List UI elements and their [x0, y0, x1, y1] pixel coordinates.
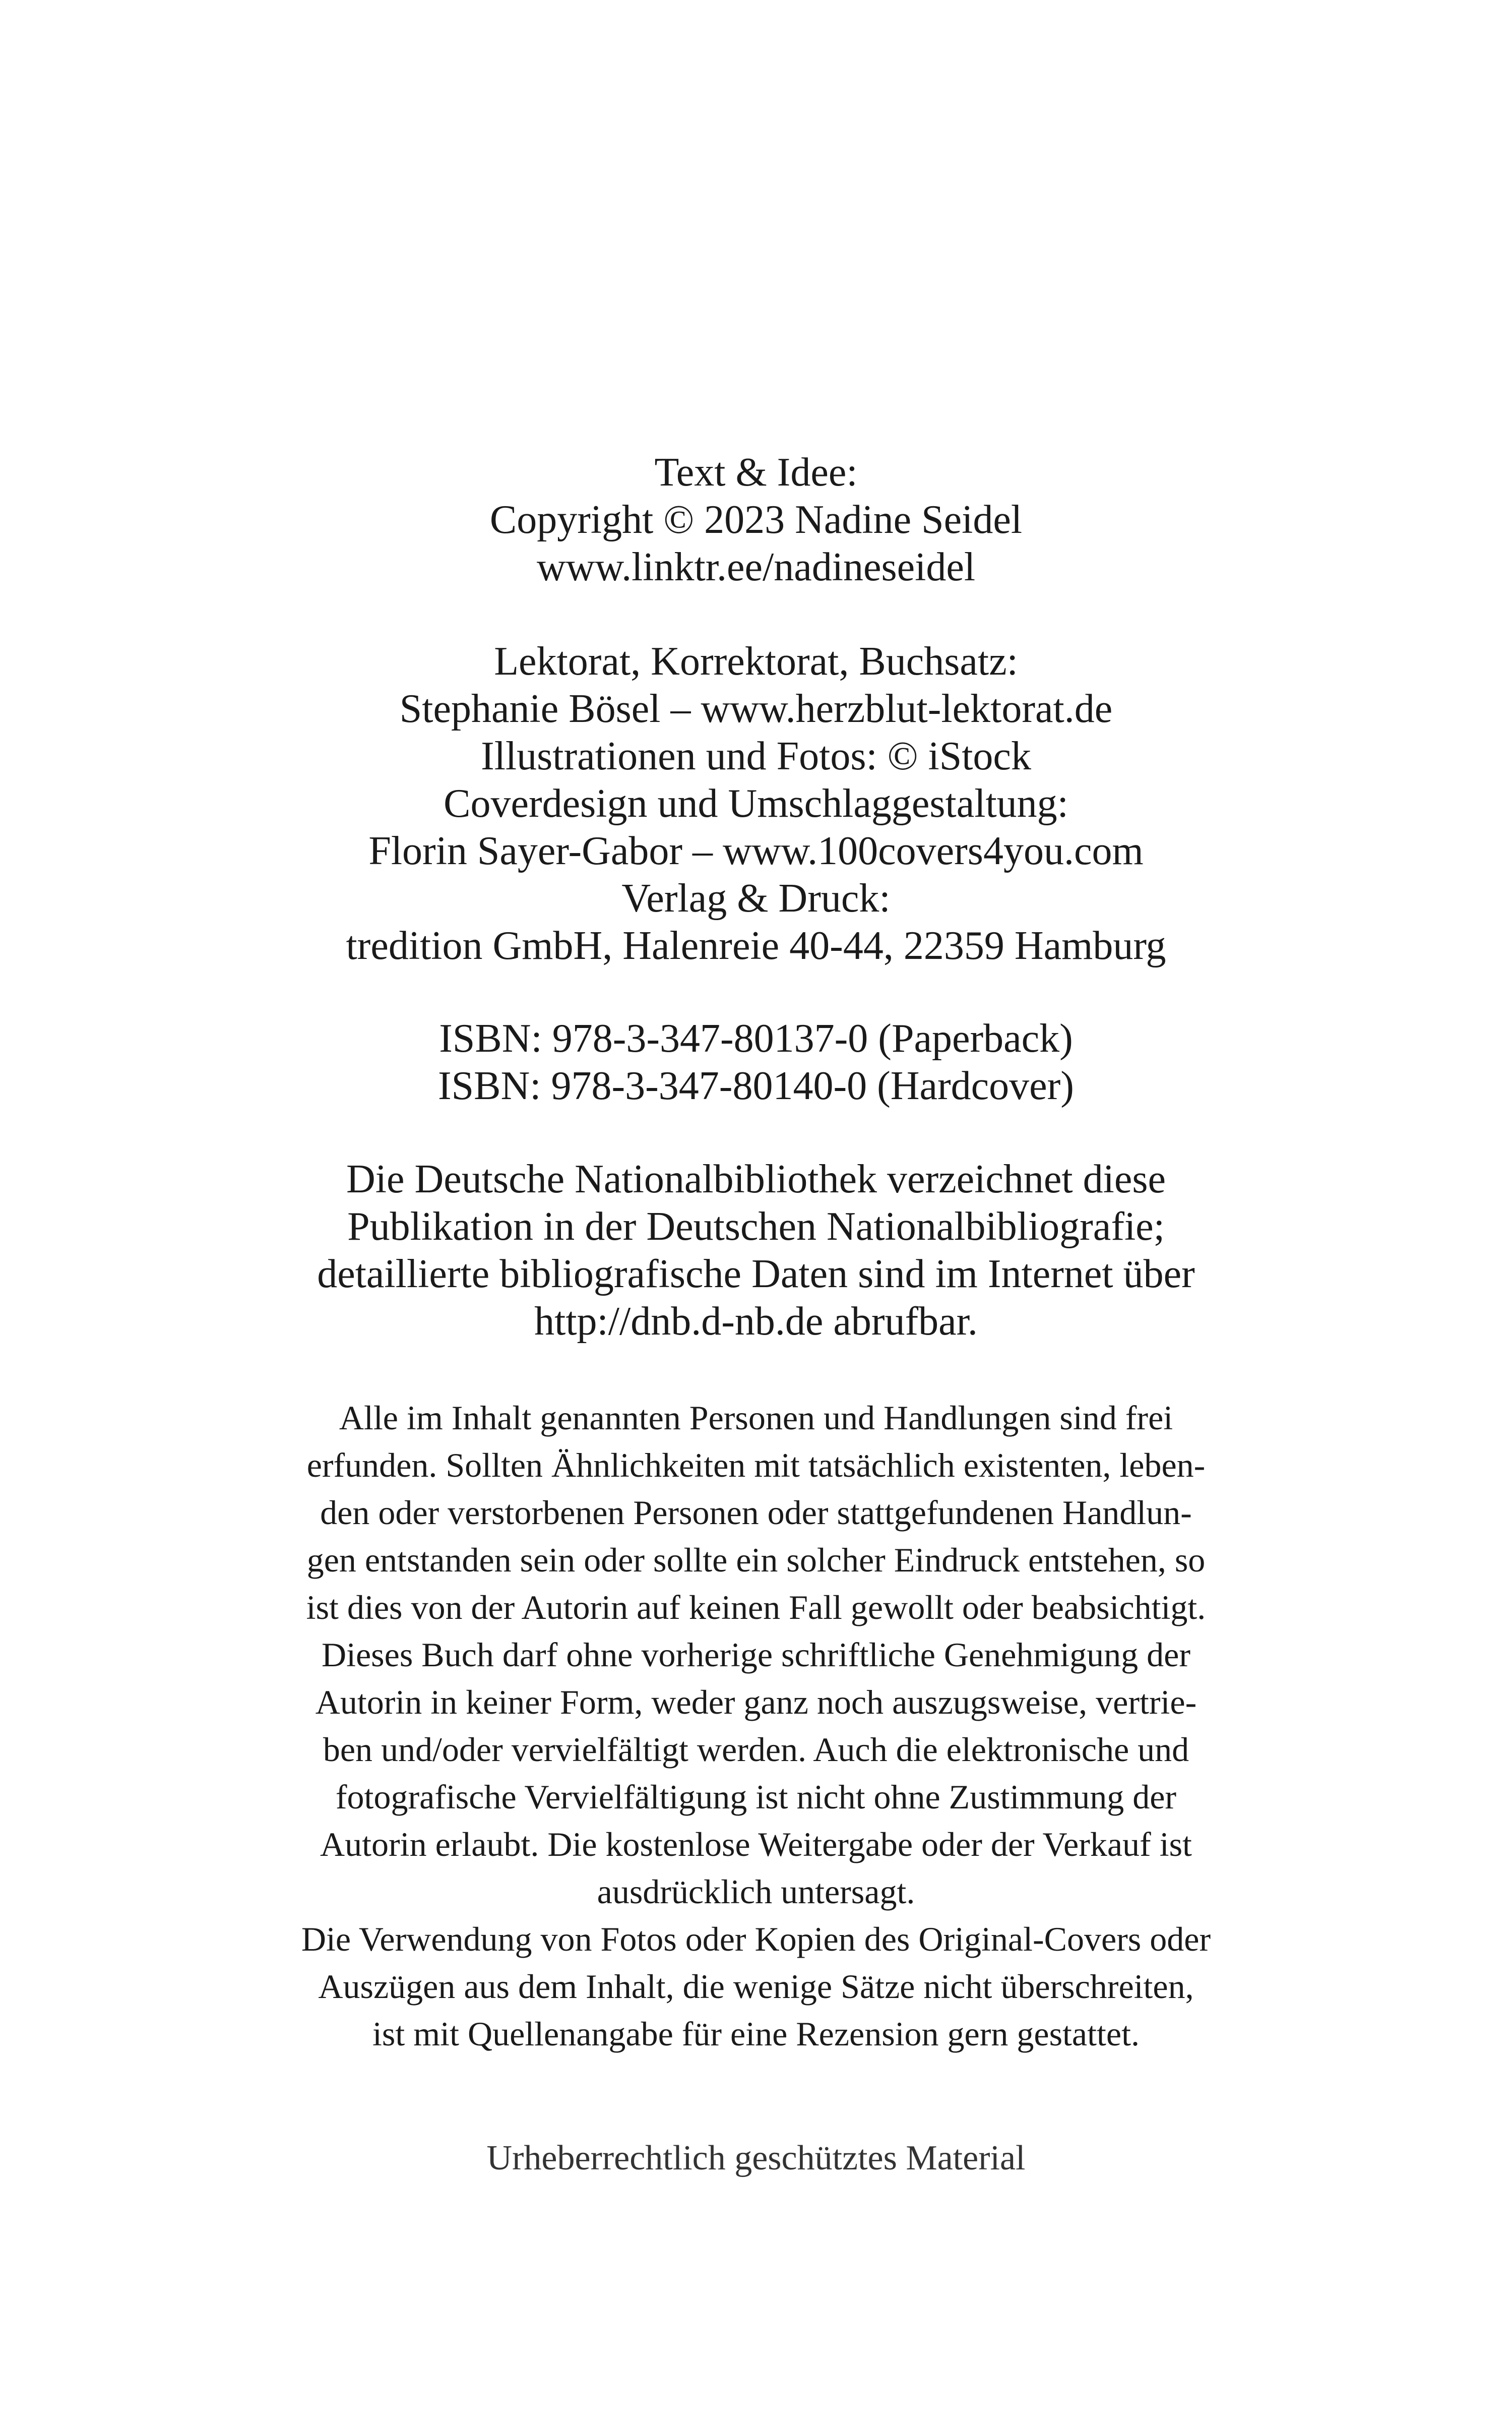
legal-disclaimer [151, 1394, 1361, 2058]
author-credits [151, 449, 1361, 591]
editing-label: Lektorat, Korrektorat, Buchsatz: [494, 639, 1018, 684]
disclaimer-line: den oder verstorbenen Personen oder stattgefundenen Handlun- [320, 1493, 1192, 1532]
dnb-line: detaillierte bibliografische Daten sind im Internet über [317, 1252, 1195, 1296]
disclaimer-line: Die Verwendung von Fotos oder Kopien des Original-Covers oder [301, 1920, 1211, 1958]
disclaimer-line: ben und/oder vervielfältigt werden. Auch die elektronische und [323, 1730, 1189, 1769]
isbn-hardcover: ISBN: 978-3-347-80140-0 (Hardcover) [438, 1064, 1074, 1108]
disclaimer-line: fotografische Vervielfältigung ist nicht ohne Zustimmung der [335, 1778, 1177, 1816]
copyright-line: Copyright © 2023 Nadine Seidel [489, 498, 1023, 542]
footer-text: Urheberrechtlich geschütztes Material [486, 2139, 1026, 2177]
disclaimer-line: ist dies von der Autorin auf keinen Fall gewollt oder beabsichtigt. [306, 1588, 1206, 1626]
isbn-paperback: ISBN: 978-3-347-80137-0 (Paperback) [439, 1016, 1073, 1061]
coverdesigner-line: Florin Sayer-Gabor – www.100covers4you.com [368, 829, 1144, 873]
coverdesign-label: Coverdesign und Umschlaggestaltung: [444, 781, 1068, 826]
disclaimer-line: Autorin in keiner Form, weder ganz noch auszugsweise, vertrie- [315, 1683, 1197, 1721]
publisher-address: tredition GmbH, Halenreie 40-44, 22359 Hamburg [346, 924, 1166, 968]
disclaimer-line: gen entstanden sein oder sollte ein solcher Eindruck entstehen, so [306, 1541, 1206, 1579]
disclaimer-line: Alle im Inhalt genannten Personen und Handlungen sind frei [339, 1399, 1173, 1437]
disclaimer-line: Auszügen aus dem Inhalt, die wenige Sätze nicht überschreiten, [318, 1967, 1194, 2006]
author-link[interactable]: www.linktr.ee/nadineseidel [536, 545, 976, 589]
illustrations-line: Illustrationen und Fotos: © iStock [481, 734, 1031, 778]
production-credits [151, 638, 1361, 970]
dnb-notice [151, 1156, 1361, 1345]
dnb-line: Publikation in der Deutschen Nationalbibliografie; [347, 1204, 1165, 1249]
dnb-line: Die Deutsche Nationalbibliothek verzeichnet diese [346, 1157, 1166, 1201]
copyright-footer [151, 2135, 1361, 2182]
disclaimer-line: Dieses Buch darf ohne vorherige schriftliche Genehmigung der [322, 1636, 1190, 1674]
disclaimer-line: ausdrücklich untersagt. [597, 1872, 915, 1911]
disclaimer-line: Autorin erlaubt. Die kostenlose Weitergabe oder der Verkauf ist [320, 1825, 1192, 1863]
editor-line: Stephanie Bösel – www.herzblut-lektorat.de [399, 687, 1113, 731]
credit-line: Text & Idee: [654, 450, 858, 495]
publisher-label: Verlag & Druck: [621, 876, 891, 921]
isbn-block [151, 1015, 1361, 1110]
disclaimer-line: erfunden. Sollten Ähnlichkeiten mit tatsächlich existenten, leben- [306, 1446, 1206, 1484]
disclaimer-line: ist mit Quellenangabe für eine Rezension gern gestattet. [372, 2015, 1140, 2053]
dnb-link-line[interactable]: http://dnb.d-nb.de abrufbar. [534, 1299, 978, 1344]
